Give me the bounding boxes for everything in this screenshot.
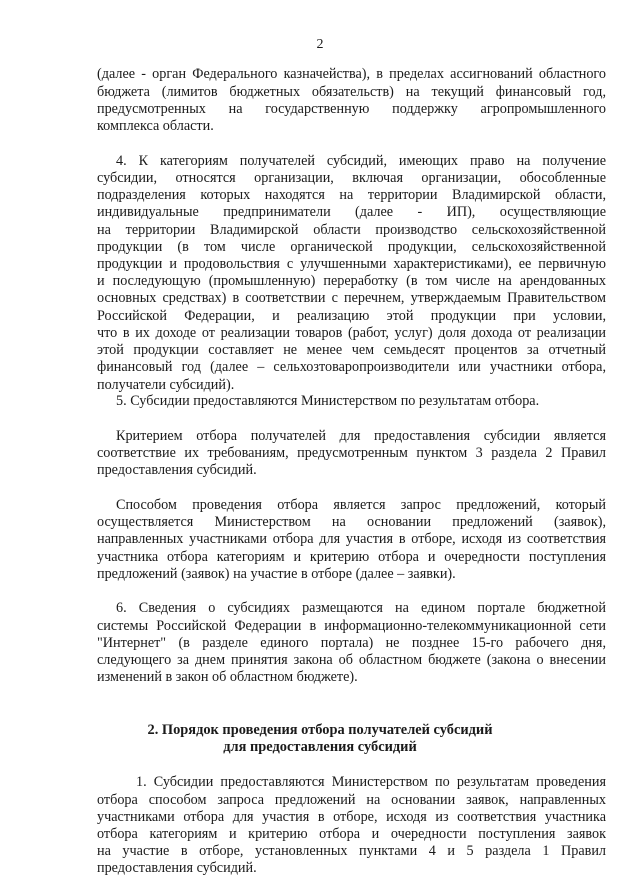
- paragraph-5: 5. Субсидии предоставляются Министерством по результатам отбора.: [116, 393, 540, 409]
- text-line: на участие в отборе, установленных пунктами 4 и 5 раздела 1 Правил: [97, 843, 606, 859]
- text-line: отбора способом запроса предложений на основании заявок, направленных: [97, 792, 606, 808]
- text-line: основных средствах) в соответствии с перечнем, утверждаемым Правительством: [97, 290, 606, 306]
- text-line: 6. Сведения о субсидиях размещаются на едином портале бюджетной: [116, 600, 606, 616]
- text-line: предусмотренных на государственную поддержку агропромышленного: [97, 101, 606, 117]
- text-line: направленных участниками отбора для участия в отборе, исходя из соответствия: [97, 531, 606, 547]
- text-line: предложений (заявок) на участие в отборе (далее – заявки).: [97, 566, 456, 582]
- heading-line: 2. Порядок проведения отбора получателей субсидий: [147, 722, 493, 738]
- text-line: участниками отбора для участия в отборе, исходя из соответствия участника: [97, 809, 606, 825]
- text-line: комплекса области.: [97, 118, 214, 134]
- text-line: продукции и продовольствия с улучшенными характеристиками), ее первичную: [97, 256, 606, 272]
- text-line: финансовый год (далее – сельхозтоваропроизводители или участники отбора,: [97, 359, 606, 375]
- text-line: "Интернет" (в разделе единого портала) не позднее 15-го рабочего дня,: [97, 635, 606, 651]
- text-line: участника отбора категориям и критерию отбора и очередности поступления: [97, 549, 606, 565]
- text-line: предоставления субсидий.: [97, 462, 257, 478]
- text-line: индивидуальные предприниматели (далее - ИП), осуществляющие: [97, 204, 606, 220]
- text-line: Способом проведения отбора является запрос предложений, который: [116, 497, 606, 513]
- text-line: осуществляется Министерством на основании предложений (заявок),: [97, 514, 606, 530]
- text-line: получатели субсидий).: [97, 377, 235, 393]
- heading-line: для предоставления субсидий: [223, 739, 417, 755]
- text-line: отбора категориям и критерию отбора и очередности поступления заявок: [97, 826, 606, 842]
- text-line: что в их доходе от реализации товаров (работ, услуг) доля дохода от реализации: [97, 325, 606, 341]
- text-line: следующего за днем принятия закона об областном бюджете (закона о внесении: [97, 652, 606, 668]
- text-line: этой продукции составляет не менее чем семьдесят процентов за отчетный: [97, 342, 606, 358]
- text-line: изменений в закон об областном бюджете).: [97, 669, 358, 685]
- text-line: (далее - орган Федерального казначейства), в пределах ассигнований областного: [97, 66, 606, 82]
- text-line: 1. Субсидии предоставляются Министерством по результатам проведения: [136, 774, 606, 790]
- text-line: системы Российской Федерации в информационно-телекоммуникационной сети: [97, 618, 606, 634]
- text-line: продукции (в том числе органической продукции, сельскохозяйственной: [97, 239, 606, 255]
- text-line: на территории Владимирской области производство сельскохозяйственной: [97, 222, 606, 238]
- text-line: и последующую (промышленную) переработку (в том числе на арендованных: [97, 273, 606, 289]
- page-number: 2: [316, 37, 324, 52]
- text-line: Российской Федерации, и реализацию этой продукции при условии,: [97, 308, 606, 324]
- text-line: 4. К категориям получателей субсидий, имеющих право на получение: [116, 153, 606, 169]
- text-line: соответствие их требованиям, предусмотренным пунктом 3 раздела 2 Правил: [97, 445, 606, 461]
- text-line: подразделения которых находятся на территории Владимирской области,: [97, 187, 606, 203]
- text-line: Критерием отбора получателей для предоставления субсидии является: [116, 428, 606, 444]
- text-line: бюджета (лимитов бюджетных обязательств) на текущий финансовый год,: [97, 84, 606, 100]
- text-line: предоставления субсидий.: [97, 860, 257, 876]
- text-line: субсидии, относятся организации, включая организации, обособленные: [97, 170, 606, 186]
